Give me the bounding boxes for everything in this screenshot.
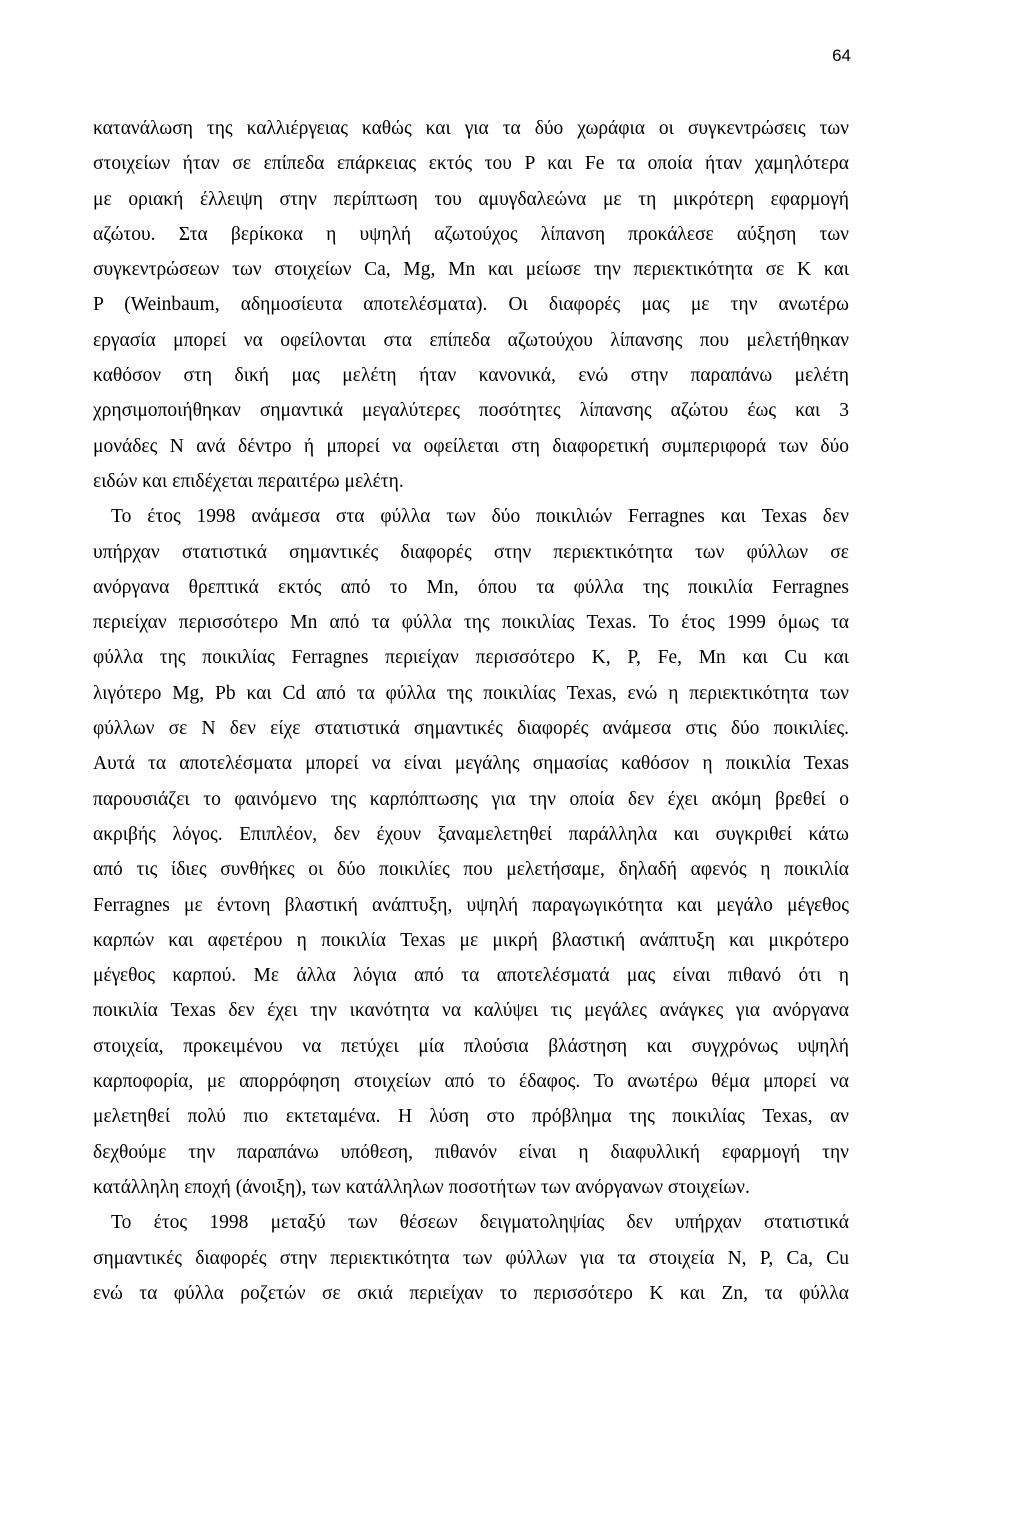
text-line: μελετηθεί πολύ πιο εκτεταμένα. Η λύση στο πρόβλημα της ποικιλίας Texas, αν: [93, 1106, 849, 1128]
text-line: καθόσον στη δική μας μελέτη ήταν κανονικά, ενώ στην παραπάνω μελέτη: [93, 365, 849, 387]
text-line: ποικιλία Texas δεν έχει την ικανότητα να καλύψει τις μεγάλες ανάγκες για ανόργανα: [93, 1000, 849, 1022]
text-line: καρποφορία, με απορρόφηση στοιχείων από το έδαφος. Το ανωτέρω θέμα μπορεί να: [93, 1071, 849, 1093]
text-line: συγκεντρώσεων των στοιχείων Ca, Mg, Mn και μείωσε την περιεκτικότητα σε K και: [93, 259, 849, 281]
text-line: φύλλων σε N δεν είχε στατιστικά σημαντικές διαφορές ανάμεσα στις δύο ποικιλίες.: [93, 718, 849, 740]
text-line: αζώτου. Στα βερίκοκα η υψηλή αζωτούχος λίπανση προκάλεσε αύξηση των: [93, 223, 849, 245]
text-line: Το έτος 1998 μεταξύ των θέσεων δειγματοληψίας δεν υπήρχαν στατιστικά: [111, 1212, 849, 1234]
text-line: σημαντικές διαφορές στην περιεκτικότητα των φύλλων για τα στοιχεία N, P, Ca, Cu: [93, 1247, 849, 1269]
text-line: ειδών και επιδέχεται περαιτέρω μελέτη.: [93, 470, 404, 492]
text-line: φύλλα της ποικιλίας Ferragnes περιείχαν περισσότερο K, P, Fe, Mn και Cu και: [93, 647, 849, 669]
text-line: δεχθούμε την παραπάνω υπόθεση, πιθανόν είναι η διαφυλλική εφαρμογή την: [93, 1141, 849, 1163]
text-line: P (Weinbaum, αδημοσίευτα αποτελέσματα). Οι διαφορές μας με την ανωτέρω: [93, 294, 849, 316]
body-text: [93, 111, 849, 1311]
text-line: υπήρχαν στατιστικά σημαντικές διαφορές στην περιεκτικότητα των φύλλων σε: [93, 541, 849, 563]
page-number: 64: [832, 46, 851, 65]
text-line: Αυτά τα αποτελέσματα μπορεί να είναι μεγάλης σημασίας καθόσον η ποικιλία Texas: [93, 753, 849, 775]
text-line: με οριακή έλλειψη στην περίπτωση του αμυγδαλεώνα με τη μικρότερη εφαρμογή: [93, 188, 849, 210]
text-line: εργασία μπορεί να οφείλονται στα επίπεδα αζωτούχου λίπανσης που μελετήθηκαν: [93, 329, 849, 351]
text-line: περιείχαν περισσότερο Mn από τα φύλλα της ποικιλίας Texas. Το έτος 1999 όμως τα: [93, 612, 849, 634]
text-line: Ferragnes με έντονη βλαστική ανάπτυξη, υψηλή παραγωγικότητα και μεγάλο μέγεθος: [93, 894, 849, 916]
paragraph-3: [93, 1205, 849, 1311]
text-line: μέγεθος καρπού. Με άλλα λόγια από τα αποτελέσματά μας είναι πιθανό ότι η: [93, 965, 849, 987]
paragraph-1: [93, 111, 849, 499]
paragraph-2: [93, 499, 849, 1205]
text-line: κατάλληλη εποχή (άνοιξη), των κατάλληλων ποσοτήτων των ανόργανων στοιχείων.: [93, 1176, 750, 1198]
text-line: παρουσιάζει το φαινόμενο της καρπόπτωσης για την οποία δεν έχει ακόμη βρεθεί ο: [93, 788, 849, 810]
text-line: λιγότερο Mg, Pb και Cd από τα φύλλα της ποικιλίας Texas, ενώ η περιεκτικότητα των: [93, 682, 849, 704]
text-line: κατανάλωση της καλλιέργειας καθώς και για τα δύο χωράφια οι συγκεντρώσεις των: [93, 118, 849, 139]
text-line: Το έτος 1998 ανάμεσα στα φύλλα των δύο ποικιλιών Ferragnes και Texas δεν: [111, 506, 849, 528]
text-line: ανόργανα θρεπτικά εκτός από το Mn, όπου τα φύλλα της ποικιλία Ferragnes: [93, 576, 849, 598]
text-line: ακριβής λόγος. Επιπλέον, δεν έχουν ξαναμελετηθεί παράλληλα και συγκριθεί κάτω: [93, 823, 849, 845]
text-line: στοιχείων ήταν σε επίπεδα επάρκειας εκτός του P και Fe τα οποία ήταν χαμηλότερα: [93, 153, 849, 175]
text-line: χρησιμοποιήθηκαν σημαντικά μεγαλύτερες ποσότητες λίπανσης αζώτου έως και 3: [93, 400, 849, 422]
text-line: στοιχεία, προκειμένου να πετύχει μία πλούσια βλάστηση και συγχρόνως υψηλή: [93, 1035, 849, 1057]
text-line: καρπών και αφετέρου η ποικιλία Texas με μικρή βλαστική ανάπτυξη και μικρότερο: [93, 929, 849, 951]
text-line: μονάδες N ανά δέντρο ή μπορεί να οφείλεται στη διαφορετική συμπεριφορά των δύο: [93, 435, 849, 457]
text-line: ενώ τα φύλλα ροζετών σε σκιά περιείχαν το περισσότερο K και Zn, τα φύλλα: [93, 1282, 849, 1304]
text-line: από τις ίδιες συνθήκες οι δύο ποικιλίες που μελετήσαμε, δηλαδή αφενός η ποικιλία: [93, 859, 849, 881]
